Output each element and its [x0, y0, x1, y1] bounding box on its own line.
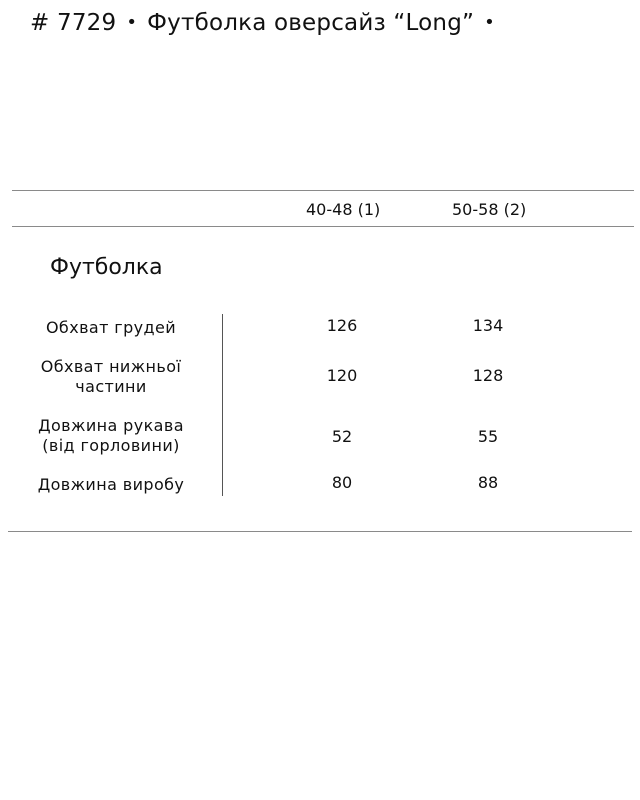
row-label-line: Обхват нижньої — [40, 357, 182, 376]
row-label-length — [6, 475, 216, 495]
table-header-rule — [12, 226, 634, 227]
row-label-line: (від горловини) — [42, 436, 180, 455]
row-label-hem — [6, 357, 216, 397]
product-name: Футболка оверсайз “Long” — [147, 10, 475, 36]
page-title — [30, 8, 505, 38]
section-title: Футболка — [50, 255, 163, 280]
cell-chest-size-2: 134 — [472, 316, 504, 335]
title-trailing-separator: • — [484, 12, 495, 33]
column-header-size-1: 40-48 (1) — [306, 200, 381, 219]
table-top-rule — [12, 190, 634, 191]
product-number: # 7729 — [30, 10, 117, 36]
cell-sleeve-size-1: 52 — [331, 427, 353, 446]
row-label-line: частини — [75, 377, 147, 396]
cell-sleeve-size-2: 55 — [477, 427, 499, 446]
row-label-chest — [6, 318, 216, 338]
row-label-line: Обхват грудей — [45, 318, 177, 337]
row-label-line: Довжина виробу — [37, 475, 185, 494]
title-separator: • — [126, 12, 138, 33]
column-header-size-2: 50-58 (2) — [452, 200, 527, 219]
cell-hem-size-2: 128 — [472, 366, 504, 385]
cell-hem-size-1: 120 — [326, 366, 358, 385]
cell-length-size-2: 88 — [477, 473, 499, 492]
row-label-sleeve — [6, 416, 216, 456]
cell-chest-size-1: 126 — [326, 316, 358, 335]
row-label-line: Довжина рукава — [38, 416, 184, 435]
cell-length-size-1: 80 — [331, 473, 353, 492]
label-divider — [222, 314, 223, 496]
table-bottom-rule — [8, 531, 632, 532]
